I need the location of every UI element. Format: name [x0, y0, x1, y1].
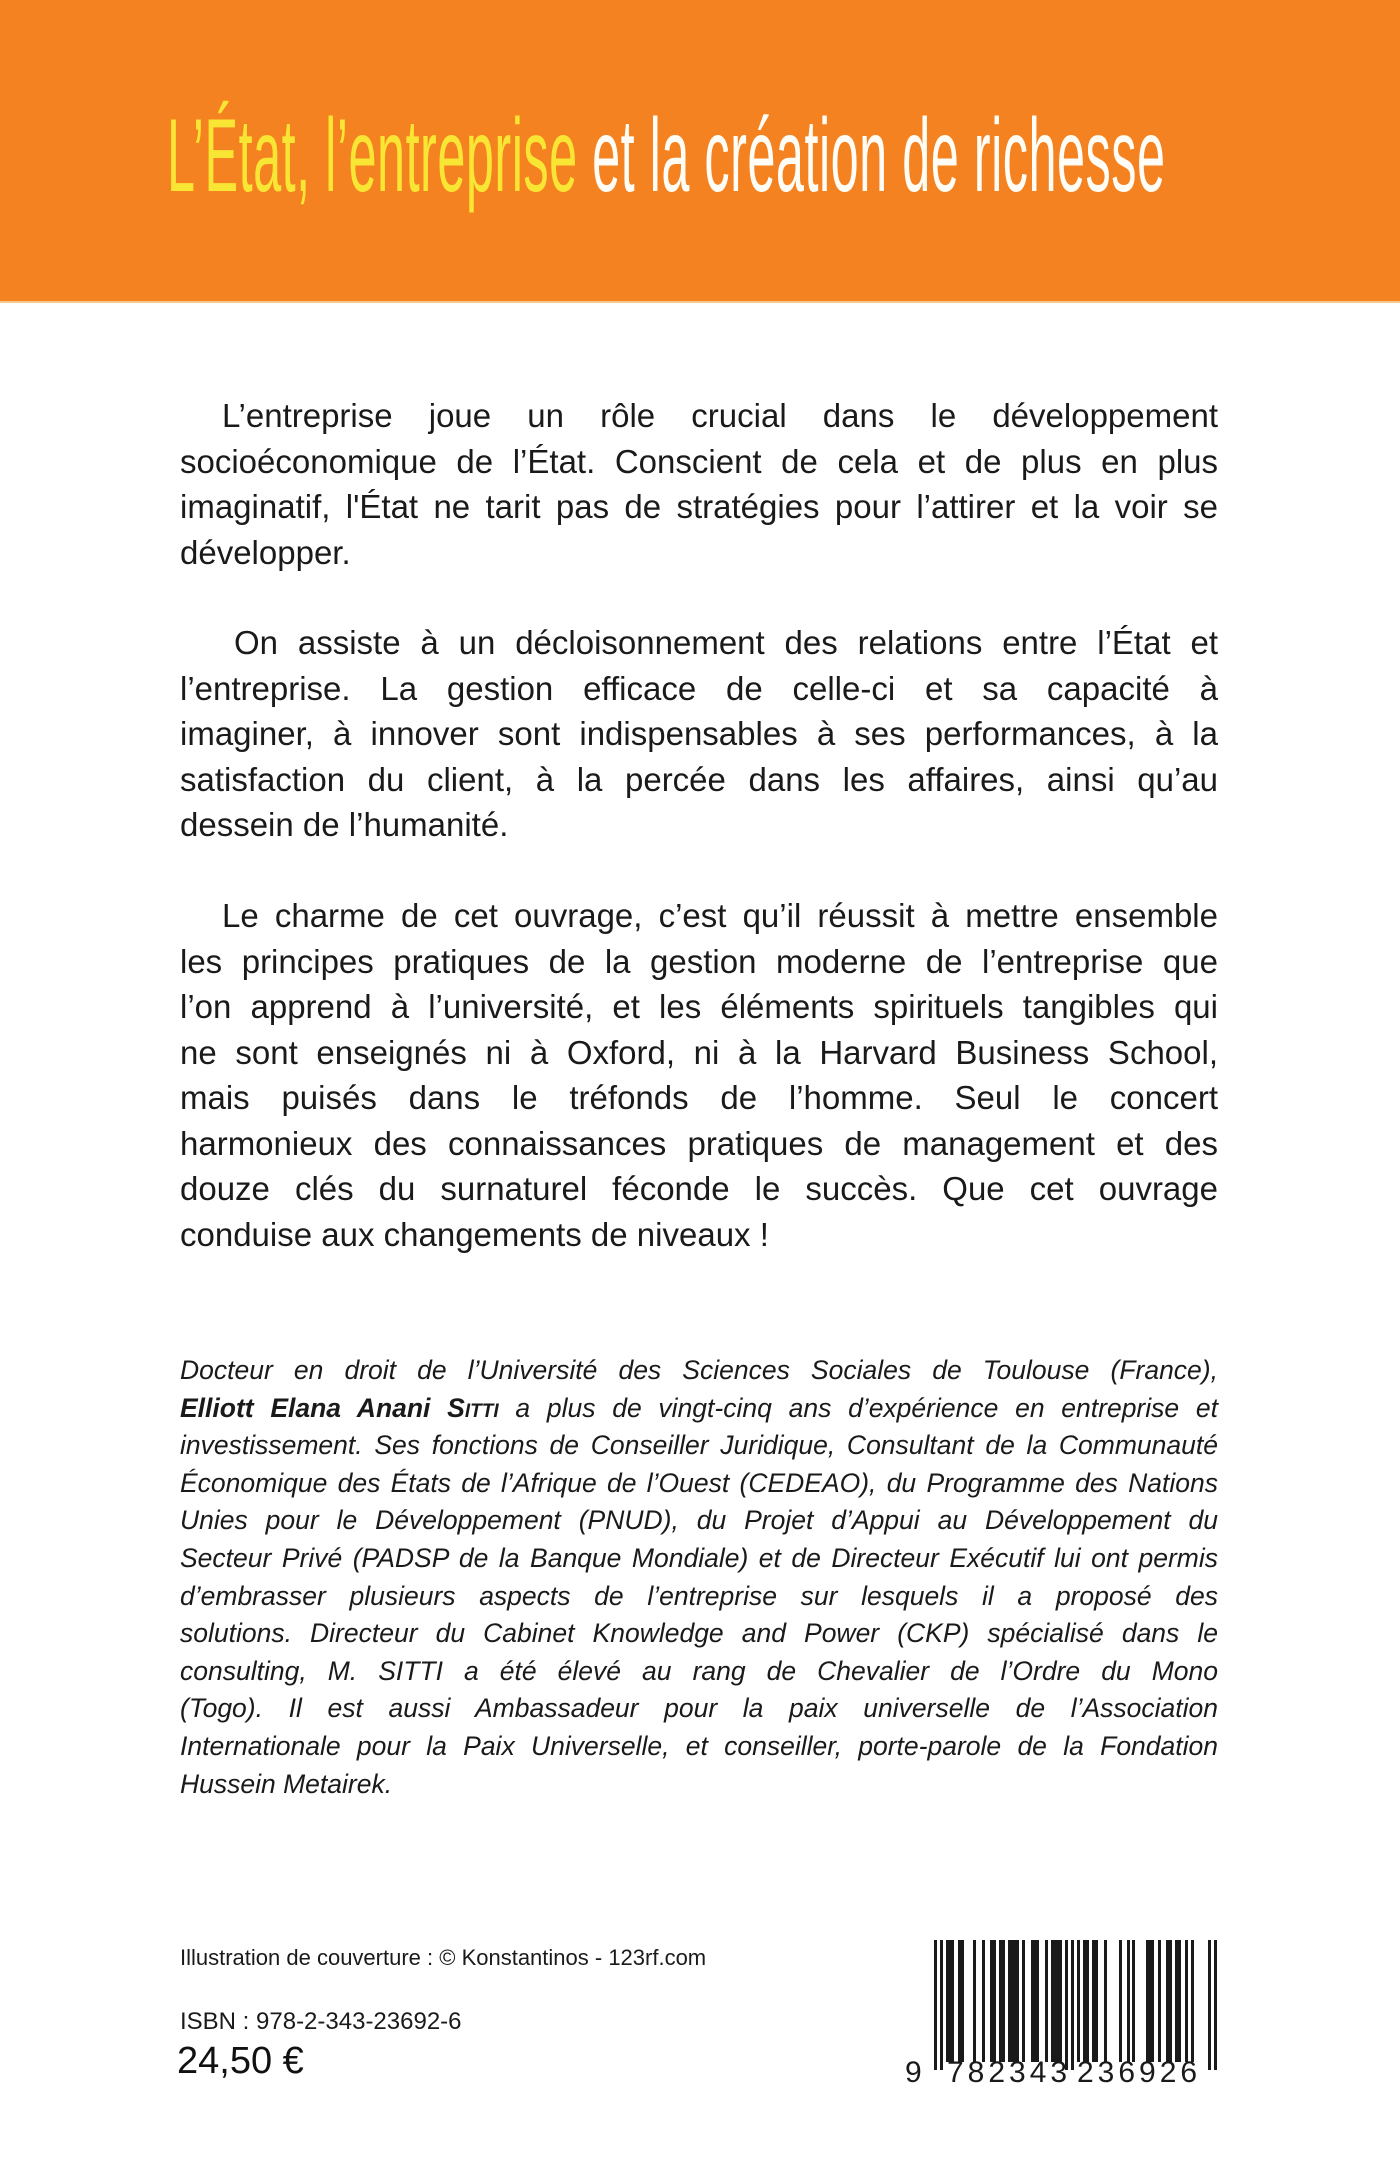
blurb-line: développer. [180, 533, 351, 571]
bio-line: solutions. Directeur du Cabinet Knowledge and Power (CKP) spécialisé dans le [180, 1618, 1218, 1649]
blurb-paragraph-1 [180, 393, 1218, 575]
bio-line: Unies pour le Développement (PNUD), du Projet d’Appui au Développement du [180, 1505, 1218, 1536]
author-surname: Sitti [447, 1392, 499, 1423]
title-band [0, 0, 1400, 303]
blurb-line: conduise aux changements de niveaux ! [180, 1215, 769, 1253]
illustration-credit: Illustration de couverture : © Konstantinos - 123rf.com [180, 1945, 707, 1970]
bio-line: (Togo). Il est aussi Ambassadeur pour la paix universelle de l’Association [180, 1693, 1218, 1724]
blurb-line: mais puisés dans le tréfonds de l’homme. Seul le concert [180, 1079, 1218, 1116]
blurb-line: l’entreprise. La gestion efficace de celle-ci et sa capacité à [180, 669, 1218, 707]
bio-line-author [180, 1390, 1218, 1428]
author-bio [180, 1352, 1218, 1803]
blurb-line: Le charme de cet ouvrage, c’est qu’il réussit à mettre ensemble [222, 897, 1218, 934]
bio-line: Économique des États de l’Afrique de l’Ouest (CEDEAO), du Programme des Nations [180, 1467, 1218, 1498]
blurb-line: ne sont enseignés ni à Oxford, ni à la Harvard Business School, [180, 1033, 1218, 1071]
blurb-line: imaginer, à innover sont indispensables à ses performances, à la [180, 715, 1218, 752]
book-title [167, 96, 1233, 226]
blurb-line: L’entreprise joue un rôle crucial dans le développement [222, 397, 1218, 434]
blurb-line: dessein de l’humanité. [180, 806, 509, 843]
bio-line-rest: a plus de vingt-cinq ans d’expérience en entreprise et [498, 1392, 1218, 1423]
barcode-lead-digit: 9 [905, 2056, 922, 2089]
blurb-line: douze clés du surnaturel féconde le succès. Que cet ouvrage [180, 1170, 1218, 1207]
isbn: ISBN : 978-2-343-23692-6 [180, 2008, 462, 2035]
author-name: Elliott Elana Anani [180, 1392, 431, 1423]
blurb-line: l’on apprend à l’université, et les éléments spirituels tangibles qui [180, 988, 1218, 1025]
price: 24,50 € [177, 2040, 304, 2082]
bio-line: consulting, M. SITTI a été élevé au rang de Chevalier de l’Ordre du Mono [180, 1655, 1218, 1686]
bio-line: Internationale pour la Paix Universelle, et conseiller, porte-parole de la Fondation [180, 1730, 1218, 1761]
barcode-right-digits: 236926 [1077, 2056, 1202, 2089]
book-title-highlight: L’État, l’entreprise [167, 98, 578, 214]
barcode-left-digits: 782343 [947, 2056, 1072, 2089]
bio-line: Secteur Privé (PADSP de la Banque Mondiale) et de Directeur Exécutif lui ont permis [180, 1542, 1218, 1573]
isbn-barcode [900, 1936, 1230, 2089]
book-title-rest: et la création de richesse [577, 98, 1166, 214]
bio-line: Docteur en droit de l’Université des Sciences Sociales de Toulouse (France), [180, 1355, 1218, 1385]
blurb-line: les principes pratiques de la gestion moderne de l’entreprise que [180, 942, 1218, 980]
blurb-line: socioéconomique de l’État. Conscient de cela et de plus en plus [180, 442, 1218, 480]
bio-line: d’embrasser plusieurs aspects de l’entreprise sur lesquels il a proposé des [180, 1580, 1218, 1611]
blurb-line: satisfaction du client, à la percée dans les affaires, ainsi qu’au [180, 760, 1218, 798]
blurb-line: harmonieux des connaissances pratiques de management et des [180, 1124, 1218, 1162]
blurb-paragraph-2 [180, 620, 1218, 848]
blurb-paragraph-3 [180, 893, 1218, 1257]
blurb-line: On assiste à un décloisonnement des relations entre l’État et [234, 624, 1218, 661]
blurb-line: imaginatif, l'État ne tarit pas de stratégies pour l’attirer et la voir se [180, 488, 1218, 525]
bio-line: Hussein Metairek. [180, 1768, 393, 1799]
bio-line: investissement. Ses fonctions de Conseiller Juridique, Consultant de la Communauté [180, 1430, 1218, 1461]
